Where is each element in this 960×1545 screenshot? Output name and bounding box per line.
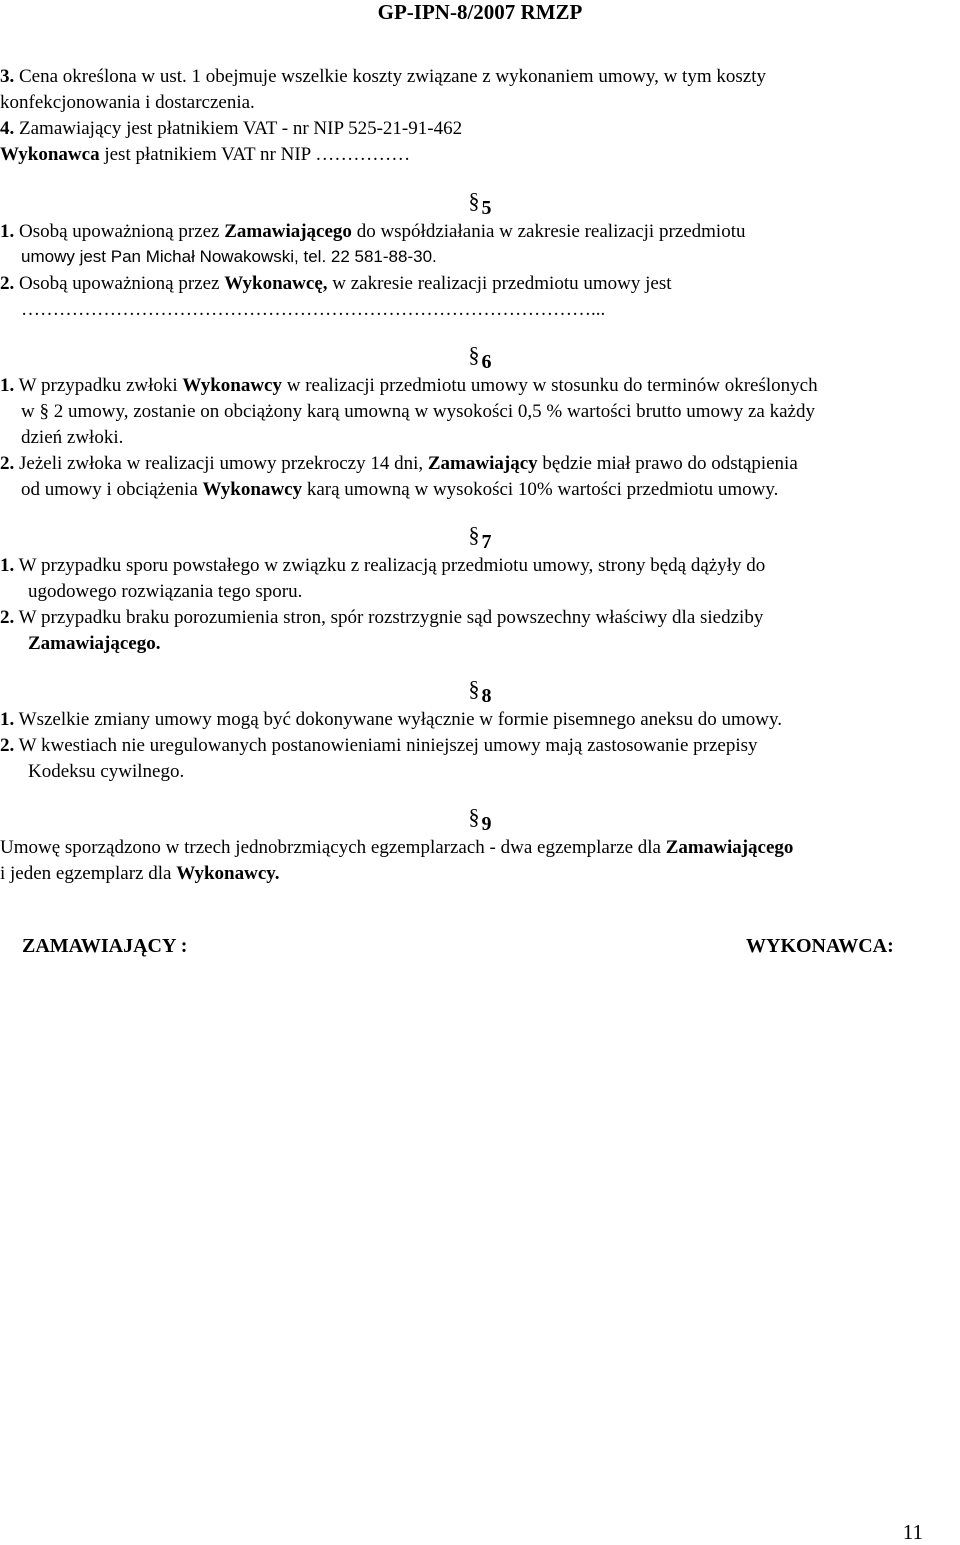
s6-point-1-line-3: dzień zwłoki. [21,427,124,448]
s5-point-2-dots: ………………………………………………………………………………... [21,299,606,320]
clause-3-line-2: konfekcjonowania i dostarczenia. [0,92,255,113]
s7-point-2-line-1: 2. W przypadku braku porozumienia stron, spór rozstrzygnie sąd powszechny właściwy dla siedziby [0,607,764,628]
section-heading-6: § 6 [468,342,492,373]
clause-4-line-1: 4. Zamawiający jest płatnikiem VAT - nr NIP 525-21-91-462 [0,118,463,139]
s7-point-1-line-1: 1. W przypadku sporu powstałego w związku z realizacją przedmiotu umowy, strony będą dążyły do [0,555,766,576]
signature-block [0,935,960,961]
clause-3-line-1: 3. Cena określona w ust. 1 obejmuje wszelkie koszty związane z wykonaniem umowy, w tym koszty [0,66,766,87]
s9-line-1: Umowę sporządzono w trzech jednobrzmiących egzemplarzach - dwa egzemplarze dla Zamawiającego [0,837,794,858]
s5-point-1-line-1: 1. Osobą upoważnioną przez Zamawiającego do współdziałania w zakresie realizacji przedmiotu [0,221,746,242]
s6-point-1-line-2: w § 2 umowy, zostanie on obciążony karą umowną w wysokości 0,5 % wartości brutto umowy za każdy [21,401,815,422]
s8-point-2-line-1: 2. W kwestiach nie uregulowanych postanowieniami niniejszej umowy mają zastosowanie przepisy [0,735,758,756]
s6-point-2-line-1: 2. Jeżeli zwłoka w realizacji umowy przekroczy 14 dni, Zamawiający będzie miał prawo do odstąpienia [0,453,798,474]
clause-4-line-2: Wykonawca jest płatnikiem VAT nr NIP …………… [0,144,411,165]
signature-label-ordering-party: ZAMAWIAJĄCY : [22,935,188,957]
s6-point-1-line-1: 1. W przypadku zwłoki Wykonawcy w realizacji przedmiotu umowy w stosunku do terminów określonych [0,375,818,396]
document-reference: GP-IPN-8/2007 RMZP [377,0,583,24]
s9-line-2: i jeden egzemplarz dla Wykonawcy. [0,863,280,884]
section-heading-5: § 5 [468,188,492,219]
s8-point-1: 1. Wszelkie zmiany umowy mogą być dokonywane wyłącznie w formie pisemnego aneksu do umowy. [0,709,782,730]
s8-point-2-line-2: Kodeksu cywilnego. [28,761,185,782]
s7-point-2-line-2: Zamawiającego. [28,633,161,654]
s5-point-1-line-2: umowy jest Pan Michał Nowakowski, tel. 22 581-88-30. [21,247,437,266]
section-heading-7: § 7 [468,522,492,553]
section-heading-9: § 9 [468,804,492,835]
s7-point-1-line-2: ugodowego rozwiązania tego sporu. [28,581,303,602]
s5-point-2-line-1: 2. Osobą upoważnioną przez Wykonawcę, w zakresie realizacji przedmiotu umowy jest [0,273,672,294]
page-number: 11 [902,1520,923,1544]
s6-point-2-line-2: od umowy i obciążenia Wykonawcy karą umowną w wysokości 10% wartości przedmiotu umowy. [21,479,779,500]
section-heading-8: § 8 [468,676,492,707]
signature-label-contractor: WYKONAWCA: [746,935,894,957]
